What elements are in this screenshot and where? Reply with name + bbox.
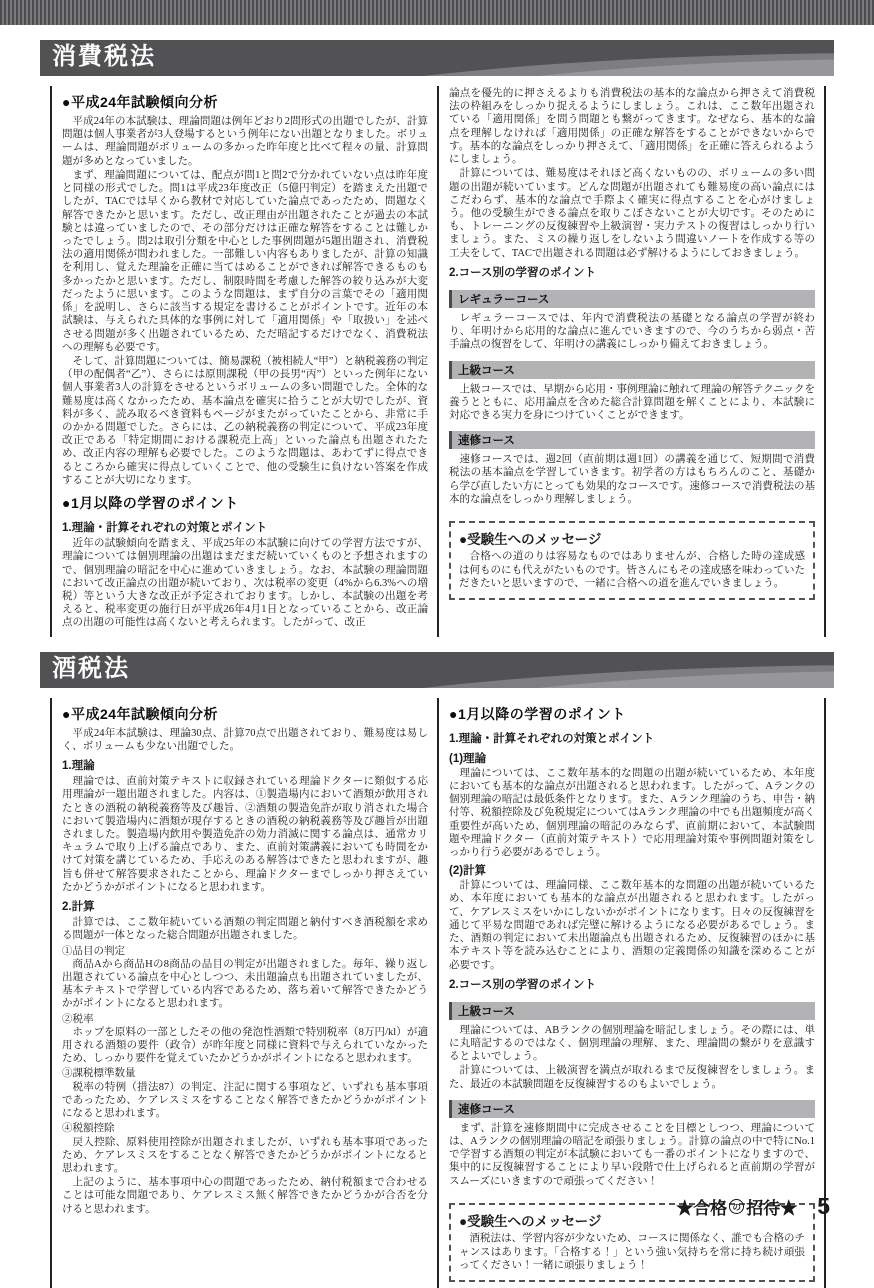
message-box xyxy=(449,521,815,600)
paragraph: レギュラーコースでは、年内で消費税法の基礎となる論点の学習が終わり、年明けから応用的な論点に進んでいきますので、今のうちから弱点・苦手論点の復習をして、年明けの講義にしっかり備えておきましょう。 xyxy=(449,312,815,351)
course-bar: 上級コース xyxy=(449,1002,815,1020)
section-columns xyxy=(50,86,826,637)
analysis-heading: ●平成24年試験傾向分析 xyxy=(62,705,219,722)
paragraph: 計算については、理論同様、ここ数年基本的な問題の出題が続いているため、本年度においても基本的な論点が出題されると思われます。したがって、ケアレスミスをいかにしないかがポイントになります。日々の反復練習を通じて平易な問題であれば完璧に解けるようになる必要があるでしょう。また、酒類の判定において未出題論点も出題されるため、反復練習のほかに基本テキスト等を読み込むことにより、酒類の定義関係の知識を深めることが必要です。 xyxy=(449,880,815,971)
message-body: 酒税法は、学習内容が少ないため、コースに関係なく、誰でも合格のチャンスはあります。「合格する！」という強い気持ちを常に持ち続け頑張ってください！一緒に頑張りましょう！ xyxy=(459,1232,805,1272)
section-header-band xyxy=(40,652,834,688)
numbered-item-label: (2)計算 xyxy=(449,865,487,878)
left-column xyxy=(52,698,439,1288)
paragraph: まず、計算を速修期間中に完成させることを目標としつつ、理論については、Aランクの個別理論の暗記を頑張りましょう。計算の論点の中で特にNo.1で学習する酒類の判定が本試験においても一番のポイントになりますので、集中的に反復練習することにより早い段階で仕上げられると直前期の学習がスムーズにいきますので頑張ってください！ xyxy=(449,1122,815,1187)
paragraph: 上級コースでは、早期から応用・事例理論に触れて理論の解答テクニックを養うとともに、応用論点を含めた総合計算問題を解くことにより、本試験に対応できる実力を身につけていくことができます。 xyxy=(449,383,815,421)
paragraph: 近年の試験傾向を踏まえ、平成25年の本試験に向けての学習方法ですが、理論については個別理論の出題はまだまだ続いていくものと予想されますので、個別理論の暗記を中心に進めていきましょう。なお、本試験の理論問題において改正論点の出題が続いており、次は税率の変更（4%から6.3%への増税）等という大きな改正が予定されております。しかし、本試験の出題を考えると、税率変更の施行日が平成26年4月1日となっていることから、改正論点の出題の可能性は高くないと考えられます。したがって、改正 xyxy=(62,538,428,629)
paragraph: まず、理論問題については、配点が問1と問2で分かれていない点は昨年度と同様の形式でした。問1は平成23年度改正（5億円判定）を踏まえた出題でしたが、TACでは早くから教材で対応していた論点であったため、問題なく解答できたかと思います。ただし、改正理由が出題されたことが過去の本試験とは違っていましたので、その部分だけは正確な解答をすることは難しかったでしょう。問2は取引分類を中心とした事例問題が5題出題され、消費税法の適用関係が問われました。一部難しい内容もありましたが、計算の知識を利用し、覚えた理論を正確に当てはめることができれば解答できるものも多かったかと思います。ただし、制限時間を考慮した解答の絞り込みが大変だったように思います。このような問題は、まず自分の言葉でその「適用関係」を説明し、さらに該当する規定を書けることがポイントです。近年の本試験は、与えられた具体的な事例に対して「適用関係」や「取扱い」を述べさせる問題が多く出題されているため、ただ暗記するだけでなく、消費税法への理解も必要です。 xyxy=(62,169,428,353)
page-footer xyxy=(676,1193,830,1220)
paragraph: 商品Aから商品Hの8商品の品目の判定が出題されました。毎年、繰り返し出題されている論点を中心としつつ、未出題論点も出題されていましたが、基本テキストで学習している内容であるため、落ち着いて解答できたかどうかがポイントになると思われます。 xyxy=(62,958,428,1010)
numbered-item-label: (1)理論 xyxy=(449,752,487,765)
top-decor-band xyxy=(0,0,874,25)
paragraph: 平成24年の本試験は、理論問題は例年どおり2問形式の出題でしたが、計算問題は個人事業者が3人登場するという例年にない出題となりました。ボリュームは、理論問題がボリュームの多かった昨年度と比べて程々の量、計算問題が多めとなっていました。 xyxy=(62,116,428,167)
paragraph: 理論については、ABランクの個別理論を暗記しましょう。その際には、単に丸暗記するのではなく、個別理論の理解、また、理論間の繋がりを意識するとよいでしょう。 xyxy=(449,1024,815,1063)
paragraph: 平成24年本試験は、理論30点、計算70点で出題されており、難易度は易しく、ボリュームも少ない出題でした。 xyxy=(62,727,428,752)
paragraph: 速修コースでは、週2回（直前期は週1回）の講義を通じて、短期間で消費税法の基本論点を学習していきます。初学者の方はもちろんのこと、基礎から学び直したい方にとっても効果的なコースです。速修コースで消費税法の基本的な論点をしっかり理解しましょう。 xyxy=(449,454,815,505)
paragraph: 計算については、上級演習を満点が取れるまで反復練習をしましょう。また、最近の本試験問題を反復練習するのもよいでしょう。 xyxy=(449,1065,815,1090)
paragraph: 上記のように、基本事項中心の問題であったため、納付税額まで合わせることは可能な問題であり、ケアレスミス無く解答できたかどうかが合否を分けると思われます。 xyxy=(62,1177,428,1215)
subheading: 2.計算 xyxy=(62,901,95,914)
paragraph: 理論では、直前対策テキストに収録されている理論ドクターに類似する応用理論が一題出題されました。内容は、①製造場内において酒類が飲用されたときの酒税の納税義務等及び趣旨、②酒類の製造免許が取り消された場合において製造場内に酒類が現存するときの酒税の納税義務等及び趣旨が出題されました。製造場内飲用や製造免許の効力消滅に関する論点は、通常カリキュラムで取り上げる論点であり、また、直前対策講義においても時間をかけて対策を講じているため、手応えのある解答はできたと思われますが、趣旨も併せて解答要求されたことから、理論ドクターまでしっかり押さえていたかどうかがポイントになると思われます。 xyxy=(62,776,428,893)
message-body: 合格への道のりは容易なものではありませんが、合格した時の達成感は何ものにも代えがたいものです。皆さんにもその達成感を味わっていただきたいと思いますので、一緒に合格への道を進んでいきましょう。 xyxy=(459,551,805,590)
course-bar: 速修コース xyxy=(449,431,815,449)
numbered-item-label: ②税率 xyxy=(62,1013,94,1025)
paragraph: 計算については、難易度はそれほど高くないものの、ボリュームの多い問題の出題が続いています。どんな問題が出題されても難易度の高い論点にはこだわらず、基本的な論点で手際よく確実に得点することを心がけましょう。他の受験生ができる論点を取りこぼさないことが大切です。そのためにも、トレーニングの反復練習や上級演習・実力テストの復習はしっかり行いましょう。また、ミスの繰り返しをしないよう間違いノートを作成する等の工夫をして、TACで出題される問題は必ず解けるようにしておきましょう。 xyxy=(449,168,815,259)
numbered-item-label: ④税額控除 xyxy=(62,1123,115,1135)
section-title: 酒税法 xyxy=(52,654,130,682)
numbered-item-label: ③課税標準数量 xyxy=(62,1068,136,1080)
brand-left: ★合格 xyxy=(676,1199,728,1218)
section-header-band xyxy=(40,40,834,76)
page-number: 5 xyxy=(817,1193,830,1219)
course-bar: 上級コース xyxy=(449,361,815,379)
message-title: ●受験生へのメッセージ xyxy=(459,532,602,548)
subheading: 1.理論 xyxy=(62,760,95,773)
left-column xyxy=(52,86,439,637)
numbered-item-label: ①品目の判定 xyxy=(62,945,125,957)
paragraph: そして、計算問題については、簡易課税（被相続人“甲”）と納税義務の判定（甲の配偶者“乙”）、さらには原則課税（甲の長男“丙”）といった例年にない個人事業者3人の計算をさせるというボリュームの多い問題でした。全体的な難易度は高くなかったため、基本論点を確実に拾うことが大切でしたが、資料が多く、読み取るべき資料もページがまたがっていたことから、非常に手のかかる問題でした。さらには、乙の納税義務の判定について、平成23年度改正である「特定期間における課税売上高」といった論点も出題されたため、改正内容の理解も必要でした。このような問題は、あわてずに得点できるところから確実に得点していくことで、他の受験生に負けない答案を作成することが大切になります。 xyxy=(62,355,428,486)
section-consumption-tax-law xyxy=(0,40,874,637)
message-title: ●受験生へのメッセージ xyxy=(459,1213,602,1229)
right-column xyxy=(439,86,824,637)
course-bar: レギュラーコース xyxy=(449,290,815,308)
brand-right: 招待★ xyxy=(746,1199,798,1218)
paragraph-continuation: 論点を優先的に押さえるよりも消費税法の基本的な論点から押さえて消費税法の枠組みをしっかり捉えるようにしましょう。これは、ここ数年出題されている「適用関係」を問う問題とも繋がってきます。なぜなら、基本的な論点を理解しなければ「適用関係」の正確な解答をすることができないからです。基本的な論点をしっかり押さえて、「適用関係」を正確に答えられるようにしましょう。 xyxy=(449,88,815,166)
analysis-heading: ●1月以降の学習のポイント xyxy=(449,705,626,722)
paragraph: 計算では、ここ数年続いている酒類の判定問題と納付すべき酒税額を求める問題が一体となった総合問題が出題されました。 xyxy=(62,917,428,942)
section-title: 消費税法 xyxy=(52,43,156,70)
subheading: 1.理論・計算それぞれの対策とポイント xyxy=(449,732,655,745)
course-bar: 速修コース xyxy=(449,1100,815,1118)
paragraph: 戻入控除、原料使用控除が出題されましたが、いずれも基本事項であったため、ケアレスミスをすることなく解答できたかどうかがポイントになると思われます。 xyxy=(62,1136,428,1174)
analysis-heading: ●平成24年試験傾向分析 xyxy=(62,94,219,110)
subheading: 2.コース別の学習のポイント xyxy=(449,266,597,279)
brand-logo xyxy=(676,1194,797,1219)
subheading: 2.コース別の学習のポイント xyxy=(449,978,597,991)
brand-circle-char: の xyxy=(729,1199,744,1214)
paragraph: 税率の特例（措法87）の判定、注記に関する事項など、いずれも基本事項であったため、ケアレスミスをすることなく解答できたかどうかがポイントになると思われます。 xyxy=(62,1081,428,1120)
paragraph: ホップを原料の一部としたその他の発泡性酒類で特別税率（8万円/kl）が適用される酒類の要件（政令）が昨年度と同様に資料で与えられていなかったため、しっかり要件を覚えていたかどうかがポイントになると思われます。 xyxy=(62,1026,428,1065)
paragraph: 理論については、ここ数年基本的な問題の出題が続いているため、本年度においても基本的な論点が出題されると思われます。したがって、Aランクの個別理論の暗記は最低条件となります。また、Aランク理論のうち、申告・納付等、税額控除及び免税規定についてはAランク理論の中でも出題頻度が高く重要性が高いため、個別理論の暗記のみならず、直前期において、本試験問題や理論ドクター（直前対策テキスト）で応用理論対策や事例問題対策をしっかり行う必要があるでしょう。 xyxy=(449,767,815,858)
subheading: 1.理論・計算それぞれの対策とポイント xyxy=(62,522,268,535)
analysis-heading: ●1月以降の学習のポイント xyxy=(62,495,239,512)
